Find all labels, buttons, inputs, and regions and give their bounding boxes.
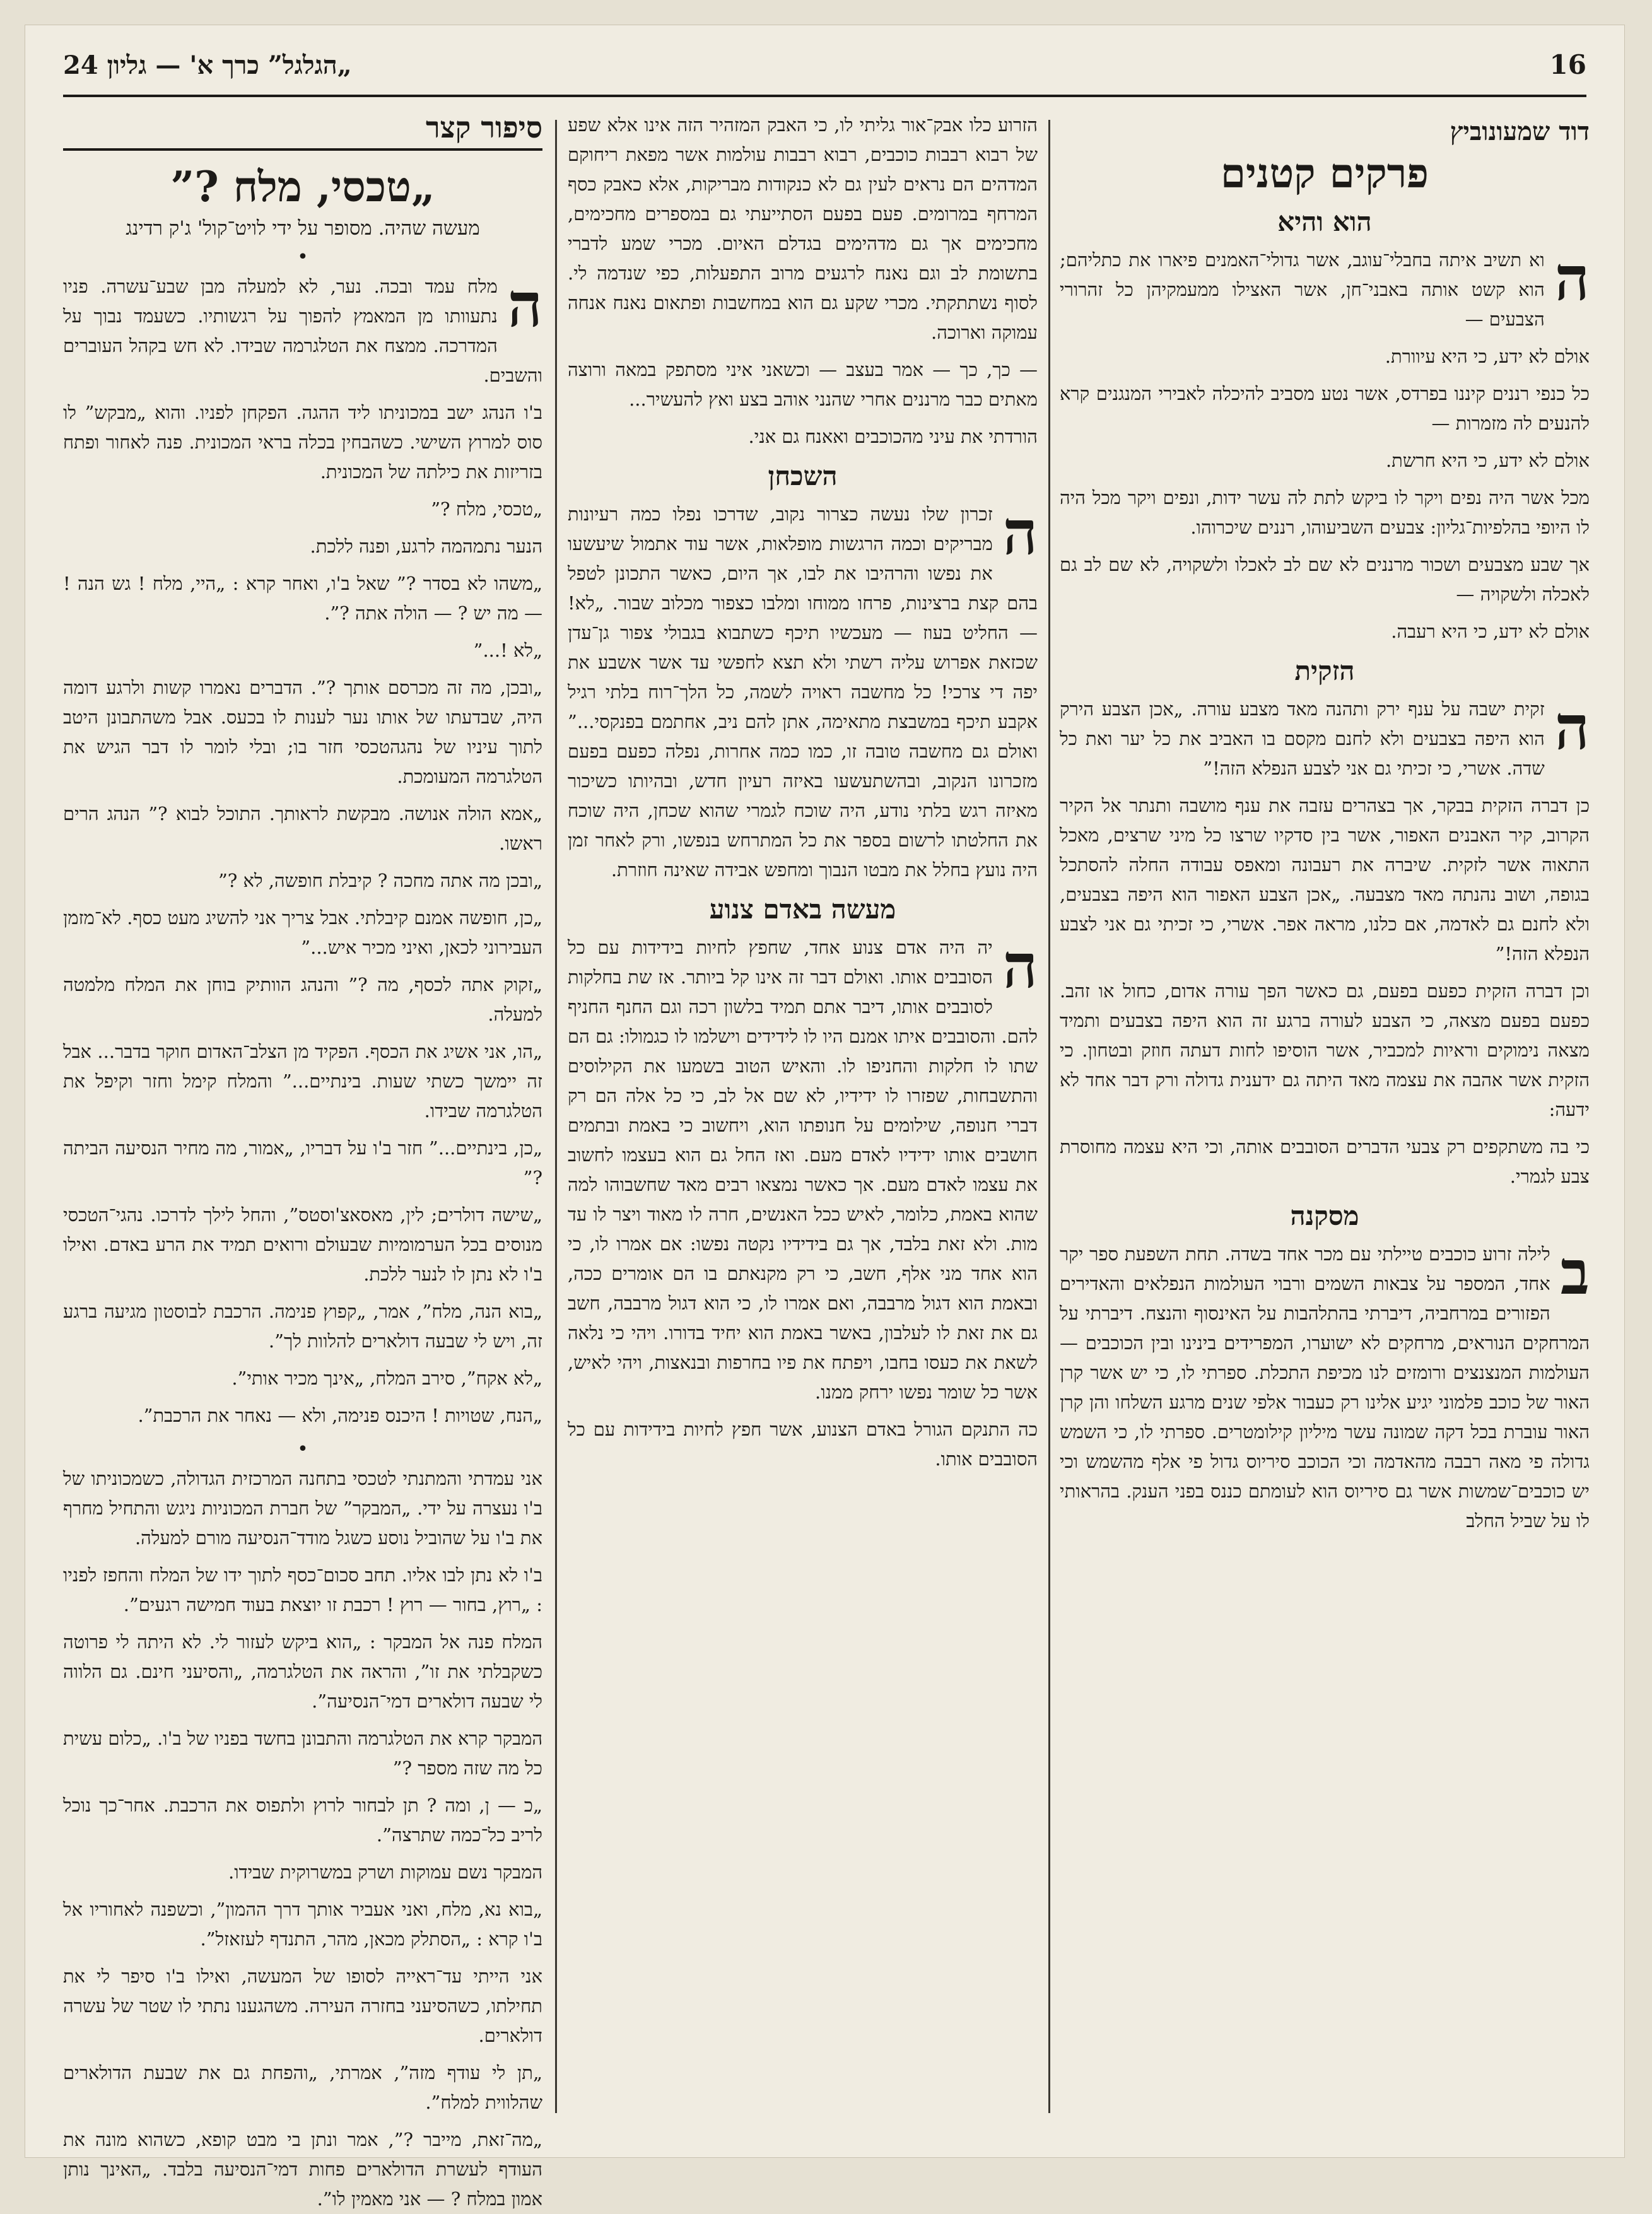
paragraph: — כך, כך — אמר בעצב — וכשאני איני מסתפק במאה ורוצה מאתים כבר מרננים אחרי שהנני אוהב בצע ואץ להעשיר... <box>568 359 1038 410</box>
drop-cap: ה <box>1554 692 1590 763</box>
paragraph: כה התנקם הגורל באדם הצנוע, אשר חפץ לחיות בידידות עם כל הסובבים אותו. <box>568 1419 1038 1470</box>
paragraph: וא תשיב איתה בחבלי־עוגב, אשר גדולי־האמנים פיארו את כתליהם; הוא קשט אותה באבני־חן, אשר האצילו ממעמקיהן כל זהרורי הצבעים — <box>1060 249 1545 330</box>
paragraph: אולם לא ידע, כי היא חרשת. <box>1385 450 1590 471</box>
page-header <box>63 38 1586 97</box>
article-title: פרקים קטנים <box>1221 150 1429 197</box>
column-left <box>63 110 542 2210</box>
paragraph: „אמא הולה אנושה. מבקשת לראותך. התוכל לבוא ?” הנהג הרים ראשו. <box>63 803 542 854</box>
section-title: מעשה באדם צנוע <box>709 894 896 925</box>
paragraph: „לא אקח”, סירב המלח, „אינך מכיר אותי”. <box>231 1368 542 1389</box>
section-rubric: סיפור קצר <box>63 110 542 151</box>
paragraph: אני הייתי עד־ראייה לסופו של המעשה, ואילו ב'ו סיפר לי את תחילתו, כשהסיעני בחזרה העירה. משהגענו נתתי לו שטר של עשרה דולארים. <box>63 1965 542 2046</box>
paragraph: „זקוק אתה לכסף, מה ?” והנהג הוותיק בוחן את המלח מלמטה למעלה. <box>63 974 542 1025</box>
drop-cap: ה <box>1002 930 1038 1002</box>
running-head: „הגלגל” כרך א' — גליון 24 <box>63 50 352 80</box>
paragraph: „הו, אני אשיג את הכסף. הפקיד מן הצלב־האדום חוקר בדבר... אבל זה יימשך כשתי שעות. בינתיים...” והמלח קימל וחזר וקיפל את הטלגרמה שבידו. <box>63 1041 542 1122</box>
paragraph: „משהו לא בסדר ?” שאל ב'ו, ואחר קרא : „היי, מלח ! גש הנה ! — מה יש ? — הולה אתה ?”. <box>63 573 542 624</box>
paragraph: „מה־זאת, מייבר ?”, אמר ונתן בי מבט קופא, כשהוא מונה את העודף לעשרת הדולארים פחות דמי־הנסיעה בלבד. „האינך נותן אמון במלח ? — אני מאמין לו”. <box>63 2129 542 2210</box>
paragraph: זקית ישבה על ענף ירק ותהנה מאד מצבע עורה. „אכן הצבע הירק הוא היפה בצבעים ולא לחנם מקסם בו האביב את כל יער ואת כל שדה. אשרי, כי זכיתי גם אני לצבע הנפלא הזה!” <box>1060 698 1545 779</box>
newspaper-page <box>25 25 1624 2210</box>
paragraph: המבקר נשם עמוקות ושרק במשרוקית שבידו. <box>228 1861 542 1883</box>
paragraph: כן דברה הזקית בבקר, אך בצהרים עזבה את ענף מושבה ותנתר אל הקיר הקרוב, קיר האבנים האפור, אשר בין סדקיו שרצו כל מיני שרצים, מאכל התאוה אשר לזקית. שיברה את רעבונה ומאפס עבודה החלה להסתכל בגופה, ושוב נהנתה מאד מצבעה. „אכן הצבע האפור הוא היפה בצבעים, ולא לחנם גם לאדמה, אם כלנו, מראה אפר. אשרי, כי זכיתי גם אני לצבע הנפלא הזה!” <box>1060 795 1590 964</box>
paragraph: „כ — ן, ומה ? תן לבחור לרוץ ולתפוס את הרכבת. אחר־כך נוכל לריב כל־כמה שתרצה”. <box>63 1795 542 1846</box>
paragraph: אך שבע מצבעים ושכור מרננים לא שם לב לאכלו ולשקויה, לא שם לב גם לאכלה ולשקויה — <box>1060 554 1590 605</box>
paragraph: „בוא הנה, מלח”, אמר, „קפוץ פנימה. הרכבת לבוסטון מגיעה ברגע זה, ויש לי שבעה דולארים להלוות לך”. <box>63 1301 542 1352</box>
paragraph: „לא !...” <box>473 640 542 661</box>
paragraph: מכל אשר היה נפים ויקר לו ביקש לתת לה עשר ידות, ונפים ויקר מכל היה לו היופי בהלפיות־גליון: צבעים השביעוהו, רננים שיכרוהו. <box>1060 487 1590 538</box>
paragraph: „ובכן, מה זה מכרסם אותך ?”. הדברים נאמרו קשות ולרגע דומה היה, שבדעתו של אותו נער לענות לו בכעס. אבל משהתבונן היטב לתוך עיניו של נהגהטכסי חזר בו; ובלי לומר לו דבר הגיש את הטלגרמה המעומכת. <box>63 677 542 787</box>
byline: מעשה שהיה. מסופר על ידי לויט־קול' ג'ק רדינג <box>126 217 480 240</box>
paragraph: „ובכן מה אתה מחכה ? קיבלת חופשה, לא ?” <box>218 870 542 891</box>
paragraph: „הנח, שטויות ! היכנס פנימה, ולא — נאחר את הרכבת”. <box>138 1405 542 1426</box>
paragraph: „תן לי עודף מזה”, אמרתי, „והפחת גם את שבעת הדולארים שהלווית למלח”. <box>63 2062 542 2113</box>
page-number: 16 <box>1549 49 1586 80</box>
paragraph: „בוא נא, מלח, ואני אעביר אותך דרך ההמון”, וכשפנה לאחוריו אל ב'ו קרא : „הסתלק מכאן, מהר, התנדף לעזאזל”. <box>63 1899 542 1950</box>
paragraph: אולם לא ידע, כי היא רעבה. <box>1391 621 1590 642</box>
paragraph: „כן, חופשה אמנם קיבלתי. אבל צריך אני להשיג מעט כסף. לא־מזמן העבירוני לכאן, ואיני מכיר איש...” <box>63 907 542 958</box>
paragraph: הזרוע כלו אבק־אור גליתי לו, כי האבק המזהיר הזה אינו אלא שפע של רבוא רבבות כוכבים, רבוא רבבות עולמות אשר מפאת ריחוקם המדהים הם נראים לעין גם לא כנקודות מבריקות, אלא כאבק כסף המרחף במרומים. פעם בפעם הסתייעתי גם במספרים מחכימים, מחכימים אך גם מדהימים בגדלם האיום. מכרי שמע לדברי בתשומת לב וגם נאנח לרגעים מרוב התפעלות, כפי שנדמה לי. לסוף נשתתקתי. מכרי שקע גם הוא במחשבות ופתאום נאנח אנחה עמוקה וארוכה. <box>568 114 1038 343</box>
paragraph: זכרון שלו נעשה כצרור נקוב, שדרכו נפלו כמה רעיונות מבריקים וכמה הרגשות מופלאות, אשר עוד אתמול שיעשעו את נפשו והרהיבו את לבו, אך היום, כאשר התכונן לטפל בהם קצת ברצינות, פרחו ממוחו ומלבו כצפור מכלוב שבור. „לא! — החליט בעוז — מעכשיו תיכף כשתבוא בגבולי צפור גן־עדן שכזאת אפרוש עליה רשתי ולא תצא לחפשי עד אשר אשבע את יפה די צרכי! כל מחשבה ראויה לשמה, כל הלך־רוח בלתי רגיל אקבע תיכף במשבצת מתאימה, אתן להם ניב, אחתמם בפנקסי...” ואולם גם מחשבה טובה זו, כמו כמה אחרות, נפלה כפעם בפעם מזכרונו הנקוב, ובהשתעשעו באיזה רעיון חדש, ובהיותו כשיכור מאיזה רגש בלתי נודע, היה שוכח לגמרי שהוא שכחן, היה שוכח את החלטתו לרשום בספר את כל המתרחש בנפשו, ורק לאחר זמן היה נועץ בחלל את מבטו הנבוך ומחפש אבידה שאינה חוזרת. <box>568 503 1038 881</box>
paragraph: כי בה משתקפים רק צבעי הדברים הסובבים אותה, וכי היא עצמה מחוסרת צבע לגמרי. <box>1060 1136 1590 1187</box>
section-title: הוא והיא <box>1277 206 1372 237</box>
paragraph: המלח פנה אל המבקר : „הוא ביקש לעזור לי. לא היתה לי פרוטה כשקבלתי את זו”, והראה את הטלגרמה, „והסיעני חינם. גם הלווה לי שבעה דולארים דמי־הנסיעה”. <box>63 1631 542 1712</box>
paragraph: המבקר קרא את הטלגרמה והתבונן בחשד בפניו של ב'ו. „כלום עשית כל מה שזה מספר ?” <box>63 1728 542 1779</box>
drop-cap: ה <box>507 269 542 341</box>
ornament-dot: • <box>297 246 308 268</box>
paragraph: מלח עמד ובכה. נער, לא למעלה מבן שבע־עשרה. פניו נתעוותו מן המאמץ להפוך על רגשותיו. כשעמד נבוך על המדרכה. ממצח את הטלגרמה שבידו. לא חש בקהל העוברים והשבים. <box>63 276 542 386</box>
story-title: „טכסי, מלח ?” <box>170 162 435 211</box>
section-title: הזקית <box>1294 655 1355 686</box>
column-rule <box>555 120 557 2113</box>
drop-cap: ב <box>1560 1237 1590 1308</box>
paragraph: ב'ו הנהג ישב במכוניתו ליד ההגה. הפקחן לפניו. והוא „מבקש” לו סוס למרוץ השישי. כשהבחין בכלה בראי המכונית. פנה לאחור ופתח בזריזות את כילתה של המכונית. <box>63 402 542 483</box>
paragraph: וכן דברה הזקית כפעם בפעם, גם כאשר הפך עורה אדום, כחול או זהב. כפעם בפעם מצאה, כי הצבע לעורה ברגע זה הוא היפה בצבעים ותמיד מצאה נימוקים וראיות למכביר, אשר הוסיפו לחות דעתה חוזק ובטחון. כי הזקית אשר אהבה את עצמה מאד היתה גם ידענית גדולה ורק דבר אחד לא ידעה: <box>1060 980 1590 1120</box>
column-middle <box>568 110 1038 2129</box>
section-title: מסקנה <box>1290 1200 1359 1231</box>
section-title: השכחן <box>768 460 838 491</box>
drop-cap: ה <box>1554 243 1590 314</box>
author-name: דוד שמעונוביץ <box>1450 117 1590 146</box>
paragraph: אולם לא ידע, כי היא עיוורת. <box>1385 346 1590 367</box>
paragraph: יה היה אדם צנוע אחד, שחפץ לחיות בידידות עם כל הסובבים אותו. ואולם דבר זה אינו קל ביותר. אז שת בחלקות לסובבים אותו, דיבר אתם תמיד בלשון רכה וגם החנף החניף להם. והסובבים איתו אמנם היו לו לידידים וישלמו לו כגמולו: גם הם שתו לו חלקות והחניפו לו. והאיש הטוב בשמעו את הקילוסים והתשבחות, שפזרו לו ידידיו, לא שם אל לב, כי כל אלה הם רק דברי חנופה, שילומים על חנופתו הוא, ויחשוב כי באמת ובתמים חושבים אותו ידידיו לאדם מעם. ואז החל גם הוא בעצמו לחשוב את עצמו לאדם מעם. אך כאשר נמצאו רבים מאד שחשבוהו למה שהוא באמת, כלומר, לאיש ככל האנשים, חרה לו מאוד ויצר לו עד מות. ולא זאת בלבד, אך גם בידידיו נקטה נפשו: אם אמרו לו, כי הוא אחד מני אלף, חשב, כי רק מקנאתם בו הם אומרים ככה, ובאמת הוא דגול מרבבה, ואם אמרו לו, כי הוא דגול מרבבה, חשב גם את זאת לו לעלבון, באשר באמת הוא יחיד בדורו. ויהי כי נלאה לשאת את כעסו בחבו, ויפתח את פיו בחרפות ובנאצות, ויהי לאיש, אשר כל שומר נפשו ירחק ממנו. <box>568 937 1038 1403</box>
column-right <box>1060 110 1590 2129</box>
paragraph: „כן, בינתיים...” חזר ב'ו על דבריו, „אמור, מה מחיר הנסיעה הביתה ?” <box>63 1137 542 1188</box>
paragraph: הנער נתמהמה לרגע, ופנה ללכת. <box>310 536 542 557</box>
paragraph: לילה זרוע כוכבים טיילתי עם מכר אחד בשדה. תחת השפעת ספר יקר אחד, המספר על צבאות השמים ורבוי העולמות הנפלאים והאדירים הפזורים במרחביה, דיברתי בהתלהבות על האינסוף והנצח. דיברתי על המרחקים הנוראים, מרחקים לא ישוערו, המפרידים בינינו ובין הכוכבים — העולמות המנצנצים ורומזים לנו מכיפת התכלת. ספרתי לו, כי יש אשר קרן האור של כוכב פלמוני יגיע אלינו רק כעבור אלפי שנים מרגע השלחו והן קרן האור עוברת בכל דקה שמונה עשר מיליון קילומטרים. ספרתי לו, כי השמש גדולה פי מאה רבבה מהאדמה וכי הכוכב סיריוס גדול פי אלף מהשמש וכי יש כוכבים־שמשות אשר גם סיריוס הוא לעומתם כננס בפני הענק. בהראותי לו על שביל החלב <box>1060 1243 1590 1532</box>
paragraph: ב'ו לא נתן לבו אליו. תחב סכום־כסף לתוך ידו של המלח והחפז לפניו : „רוץ, בחור — רוץ ! רכבת זו יוצאת בעוד חמישה רגעים”. <box>63 1564 542 1615</box>
paragraph: „טכסי, מלח ?” <box>431 498 542 520</box>
ornament-dot: • <box>297 1438 308 1460</box>
paragraph: „שישה דולרים; לין, מאסאצ'וסטס”, והחל לילך לדרכו. נהגי־הטכסי מנוסים בכל הערמומיות שבעולם ורואים תמיד את הרע באדם. ואילו ב'ו לא נתן לו לנער ללכת. <box>63 1204 542 1285</box>
column-rule <box>1048 120 1050 2113</box>
drop-cap: ה <box>1002 497 1038 568</box>
paragraph: הורדתי את עיני מהכוכבים ואאנח גם אני. <box>748 426 1038 447</box>
paragraph: כל כנפי רננים קיננו בפרדס, אשר נטע מסביב להיכלה לאבירי המנגנים קרא להנעים לה מזמרות — <box>1060 383 1590 434</box>
paragraph: אני עמדתי והמתנתי לטכסי בתחנה המרכזית הגדולה, כשמכוניתו של ב'ו נעצרה על ידי. „המבקר” של חברת המכוניות ניגש והתחיל מחרף את ב'ו על שהוביל נוסע כשגל מודד־הנסיעה מורם למעלה. <box>63 1468 542 1549</box>
